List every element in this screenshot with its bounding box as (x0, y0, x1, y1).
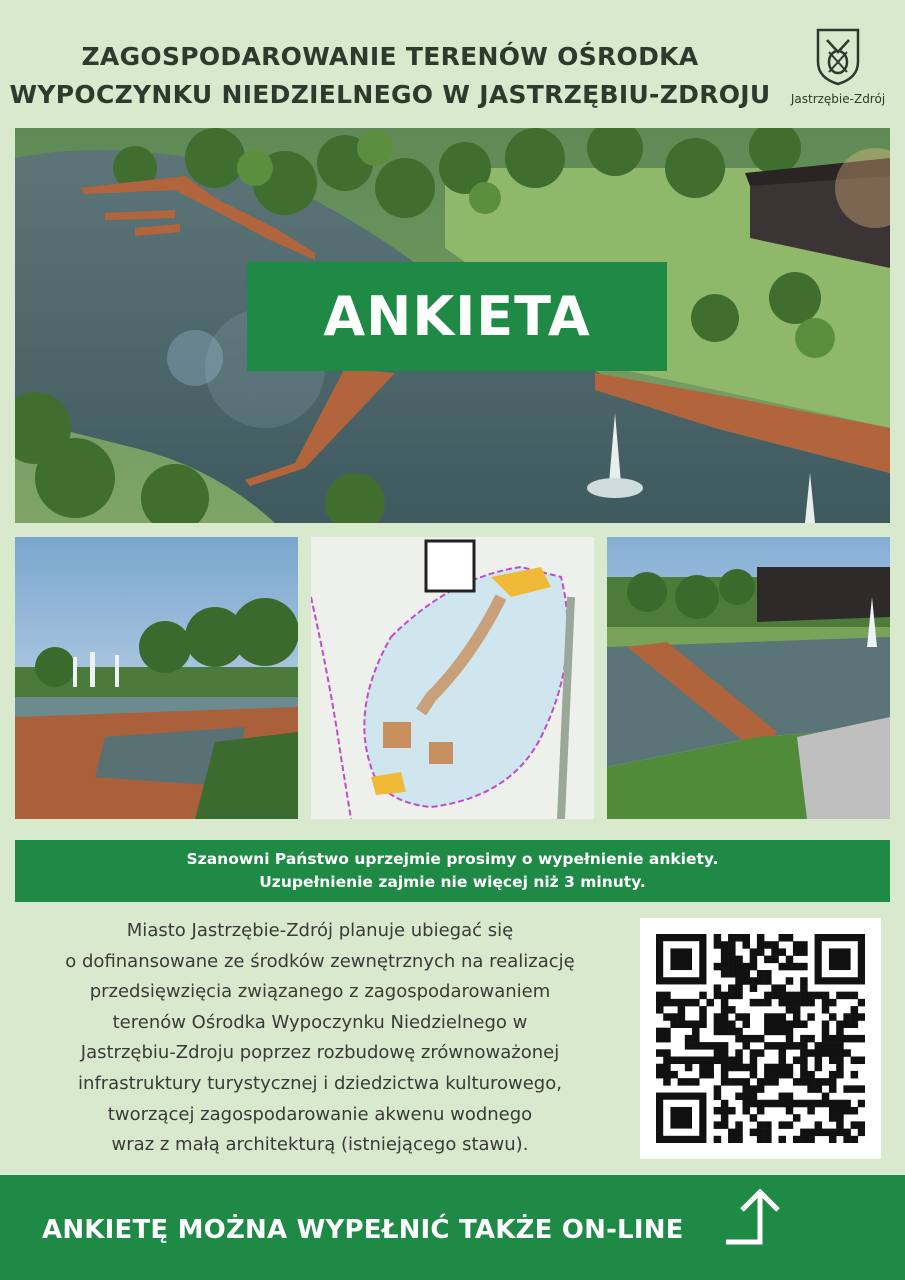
notice-line-1: Szanowni Państwo uprzejmie prosimy o wypełnienie ankiety. (186, 850, 719, 868)
description-line: wraz z małą architekturą (istniejącego stawu). (111, 1134, 529, 1156)
description-line: Miasto Jastrzębie-Zdrój planuje ubiegać się (126, 920, 514, 941)
notice-line-2: Uzupełnienie zajmie nie więcej niż 3 minuty. (259, 873, 646, 891)
survey-banner: ANKIETA (247, 262, 667, 371)
city-crest-icon (815, 28, 861, 86)
render-thumbnail-pond-left (15, 537, 298, 819)
description-line: tworzącej zagospodarowanie akwenu wodnego (107, 1103, 533, 1125)
online-survey-cta[interactable]: ANKIETĘ MOŻNA WYPEŁNIĆ TAKŻE ON-LINE (42, 1215, 684, 1245)
qr-code-icon (656, 934, 865, 1143)
logo-text: Jastrzębie-Zdrój (790, 92, 886, 106)
description-line: infrastruktury turystycznej i dziedzictwa kulturowego, (78, 1072, 562, 1094)
render-thumbnail-pond-right (607, 537, 890, 819)
site-plan-thumbnail (311, 537, 594, 819)
city-logo (788, 28, 888, 114)
description-line: terenów Ośrodka Wypoczynku Niedzielnego w (112, 1011, 528, 1033)
page-title (0, 38, 780, 114)
description-line: Jastrzębiu-Zdroju poprzez rozbudowę zrównoważonej (80, 1042, 560, 1064)
description-line: o dofinansowane ze środków zewnętrznych na realizację (65, 950, 575, 972)
description-text (15, 916, 625, 1161)
survey-qr-code[interactable] (640, 918, 881, 1159)
title-line-2: WYPOCZYNKU NIEDZIELNEGO W JASTRZĘBIU-ZDROJU (9, 80, 771, 109)
title-line-1: ZAGOSPODAROWANIE TERENÓW OŚRODKA (81, 42, 699, 71)
description-line: przedsięwzięcia związanego z zagospodarowaniem (89, 981, 551, 1003)
notice-banner (15, 840, 890, 902)
arrow-up-right-icon (722, 1186, 788, 1246)
